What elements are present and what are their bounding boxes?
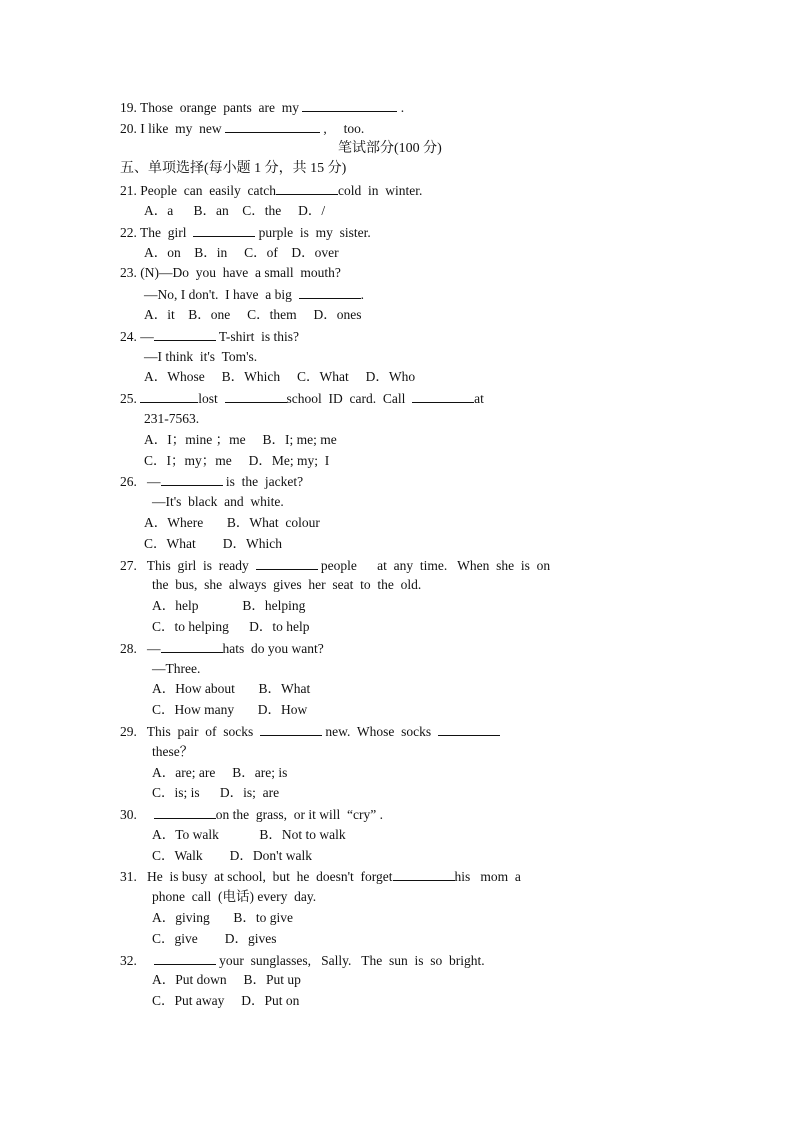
line-text: phone call (电话) every day. — [152, 889, 317, 905]
exam-line — [120, 534, 680, 555]
line-text: 19. Those orange pants are my — [120, 100, 303, 115]
answer-blank — [276, 180, 338, 195]
line-text: . — [397, 100, 405, 115]
line-text: new. Whose socks — [322, 723, 438, 739]
exam-line — [120, 763, 680, 784]
exam-line — [120, 991, 680, 1012]
line-text: —It's black and white. — [152, 494, 284, 510]
answer-blank — [299, 284, 361, 299]
exam-line — [120, 367, 680, 388]
exam-line — [120, 970, 680, 991]
exam-line — [120, 659, 680, 680]
answer-blank — [225, 118, 320, 133]
line-text: purple is my sister. — [255, 224, 371, 240]
line-text: A．Where B．What colour — [144, 514, 320, 530]
exam-line — [120, 825, 680, 846]
line-text: C．to helping D．to help — [152, 618, 310, 634]
line-text: A．it B．one C．them D．ones — [144, 306, 362, 322]
exam-line — [120, 555, 680, 576]
line-text: —No, I don't. I have a big — [144, 287, 299, 303]
exam-line — [120, 97, 680, 118]
line-text: 23. (N)—Do you have a small mouth? — [120, 265, 341, 281]
line-text: 29. This pair of socks — [120, 723, 260, 739]
line-text: A．giving B．to give — [152, 910, 293, 926]
line-text: on the grass, or it will “cry” . — [215, 807, 383, 823]
exam-line — [120, 263, 680, 284]
line-text: 32. — [120, 952, 154, 968]
line-text: A．are; are B．are; is — [152, 764, 288, 780]
answer-blank — [154, 804, 216, 819]
exam-line — [120, 929, 680, 950]
answer-blank — [154, 326, 216, 341]
exam-line — [120, 492, 680, 513]
line-text: 25. — [120, 391, 141, 407]
line-text: 21. People can easily catch — [120, 183, 276, 199]
line-text: C．is; is D．is; are — [152, 785, 280, 801]
exam-line — [120, 866, 680, 887]
exam-line — [120, 305, 680, 326]
line-text: 26. — — [120, 474, 161, 490]
answer-blank — [302, 97, 397, 112]
answer-blank — [412, 388, 474, 403]
line-text: , too. — [319, 120, 365, 136]
answer-blank — [438, 721, 500, 736]
line-text: C．Walk D．Don't walk — [152, 847, 312, 863]
exam-line — [120, 804, 680, 825]
line-text: people at any time. When she is on — [317, 557, 551, 573]
line-text: 20. I like my new — [120, 120, 225, 136]
line-text: C．give D．gives — [152, 930, 277, 946]
exam-line — [120, 783, 680, 804]
line-text: A．Put down B．Put up — [152, 972, 301, 988]
answer-blank — [225, 388, 287, 403]
line-text: 28. — — [120, 640, 161, 656]
exam-line — [120, 575, 680, 596]
line-text: A．How about B．What — [152, 681, 311, 697]
exam-line — [120, 617, 680, 638]
exam-line — [120, 846, 680, 867]
line-text: A．To walk B．Not to walk — [152, 826, 346, 842]
line-text: A．help B．helping — [152, 598, 306, 614]
answer-blank — [140, 388, 198, 403]
exam-line — [120, 513, 680, 534]
exam-line — [120, 700, 680, 721]
line-text: A．I；mine ；me B．I; me; me — [144, 431, 337, 447]
line-text: A．a B．an C．the D．/ — [144, 202, 326, 218]
line-text: cold in winter. — [337, 183, 423, 199]
line-text: C．Put away D．Put on — [152, 993, 300, 1009]
exam-line — [120, 139, 680, 160]
exam-line — [120, 222, 680, 243]
line-text: T-shirt is this? — [215, 328, 300, 344]
line-text: is the jacket? — [222, 474, 304, 490]
line-text: 31. He is busy at school, but he doesn't forget — [120, 869, 393, 885]
line-text: school ID card. Call — [286, 391, 413, 407]
line-text: 30. — [120, 807, 154, 823]
answer-blank — [260, 721, 322, 736]
line-text: 五、单项选择(每小题 1 分，共 15 分) — [120, 161, 347, 177]
line-text: 笔试部分(100 分) — [338, 140, 442, 156]
line-text: C．How many D．How — [152, 702, 308, 718]
exam-line — [120, 451, 680, 472]
line-text: 27. This girl is ready — [120, 557, 256, 573]
exam-line — [120, 201, 680, 222]
exam-line — [120, 908, 680, 929]
exam-line — [120, 180, 680, 201]
line-text: at — [474, 391, 484, 407]
line-text: hats do you want? — [222, 640, 324, 656]
line-text: your sunglasses, Sally. The sun is so bright. — [215, 952, 485, 968]
exam-content — [120, 97, 680, 1012]
exam-line — [120, 347, 680, 368]
line-text: . — [360, 287, 365, 303]
exam-line — [120, 409, 680, 430]
exam-line — [120, 596, 680, 617]
line-text: C．I；my；me D．Me; my; I — [144, 452, 330, 468]
line-text: 22. The girl — [120, 224, 194, 240]
exam-line — [120, 950, 680, 971]
exam-line — [120, 284, 680, 305]
line-text: A．Whose B．Which C．What D．Who — [144, 369, 416, 385]
line-text: 231-7563. — [144, 410, 200, 426]
line-text: 24. — — [120, 328, 154, 344]
line-text: —I think it's Tom's. — [144, 348, 258, 364]
line-text: his mom a — [454, 869, 521, 885]
exam-line — [120, 721, 680, 742]
exam-line — [120, 679, 680, 700]
line-text: these？ — [152, 743, 194, 759]
answer-blank — [161, 638, 223, 653]
exam-line — [120, 742, 680, 763]
line-text: the bus, she always gives her seat to the old. — [152, 577, 422, 593]
line-text: A．on B．in C．of D．over — [144, 244, 339, 260]
answer-blank — [393, 866, 455, 881]
exam-line — [120, 159, 680, 180]
line-text: C．What D．Which — [144, 535, 282, 551]
exam-line — [120, 118, 680, 139]
answer-blank — [193, 222, 255, 237]
answer-blank — [154, 950, 216, 965]
exam-line — [120, 638, 680, 659]
line-text: lost — [198, 391, 225, 407]
exam-line — [120, 243, 680, 264]
answer-blank — [161, 471, 223, 486]
exam-line — [120, 887, 680, 908]
exam-line — [120, 430, 680, 451]
answer-blank — [256, 555, 318, 570]
exam-line — [120, 471, 680, 492]
line-text: —Three. — [152, 660, 201, 676]
exam-line — [120, 388, 680, 409]
exam-line — [120, 326, 680, 347]
